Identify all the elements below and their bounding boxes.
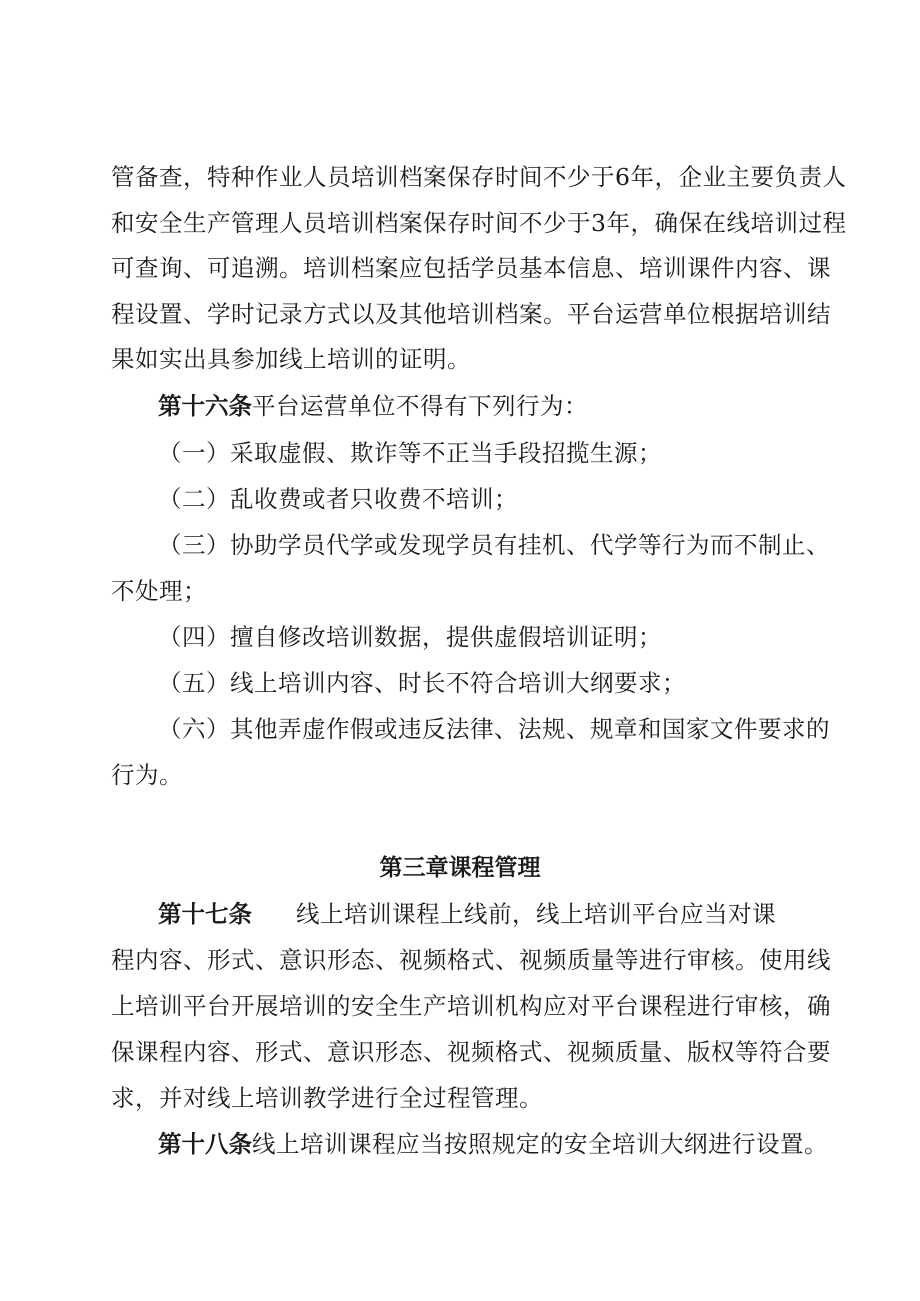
article-18-text: 线上培训课程应当按照规定的安全培训大纲进行设置。 bbox=[252, 1130, 828, 1158]
list-item-6-cont: 行为。 bbox=[111, 761, 183, 789]
article-16-heading bbox=[158, 389, 868, 423]
article-17-first-line: 线上培训课程上线前，线上培训平台应当对课 bbox=[296, 900, 776, 928]
paragraph-line: 保课程内容、形式、意识形态、视频格式、视频质量、版权等符合要 bbox=[111, 1038, 831, 1066]
article-18-heading bbox=[158, 1127, 868, 1161]
paragraph-line: 上培训平台开展培训的安全生产培训机构应对平台课程进行审核，确 bbox=[111, 992, 831, 1020]
article-16-text: 平台运营单位不得有下列行为： bbox=[252, 392, 588, 420]
article-17-heading bbox=[158, 897, 868, 931]
paragraph-line: 求，并对线上培训教学进行全过程管理。 bbox=[111, 1084, 543, 1112]
list-item-3: （三）协助学员代学或发现学员有挂机、代学等行为而不制止、 bbox=[158, 531, 830, 559]
article-17-label: 第十七条 bbox=[158, 900, 252, 928]
list-item-6: （六）其他弄虚作假或违反法律、法规、规章和国家文件要求的 bbox=[158, 715, 830, 743]
article-18-label: 第十八条 bbox=[158, 1130, 252, 1158]
list-item-1: （一）采取虚假、欺诈等不正当手段招揽生源； bbox=[158, 439, 662, 467]
paragraph-line: 可查询、可追溯。培训档案应包括学员基本信息、培训课件内容、课 bbox=[111, 254, 831, 282]
paragraph-line: 管备查，特种作业人员培训档案保存时间不少于6年，企业主要负责人 bbox=[111, 163, 847, 191]
list-item-3-cont: 不处理； bbox=[111, 577, 207, 605]
chapter-title: 第三章课程管理 bbox=[379, 855, 541, 881]
list-item-5: （五）线上培训内容、时长不符合培训大纲要求； bbox=[158, 669, 686, 697]
paragraph-line: 果如实出具参加线上培训的证明。 bbox=[111, 345, 471, 373]
article-16-label: 第十六条 bbox=[158, 392, 252, 420]
list-item-4: （四）擅自修改培训数据，提供虚假培训证明； bbox=[158, 623, 662, 651]
paragraph-line: 和安全生产管理人员培训档案保存时间不少于3年，确保在线培训过程 bbox=[111, 209, 847, 237]
paragraph-line: 程设置、学时记录方式以及其他培训档案。平台运营单位根据培训结 bbox=[111, 300, 831, 328]
paragraph-line: 程内容、形式、意识形态、视频格式、视频质量等进行审核。使用线 bbox=[111, 946, 831, 974]
list-item-2: （二）乱收费或者只收费不培训； bbox=[158, 485, 518, 513]
